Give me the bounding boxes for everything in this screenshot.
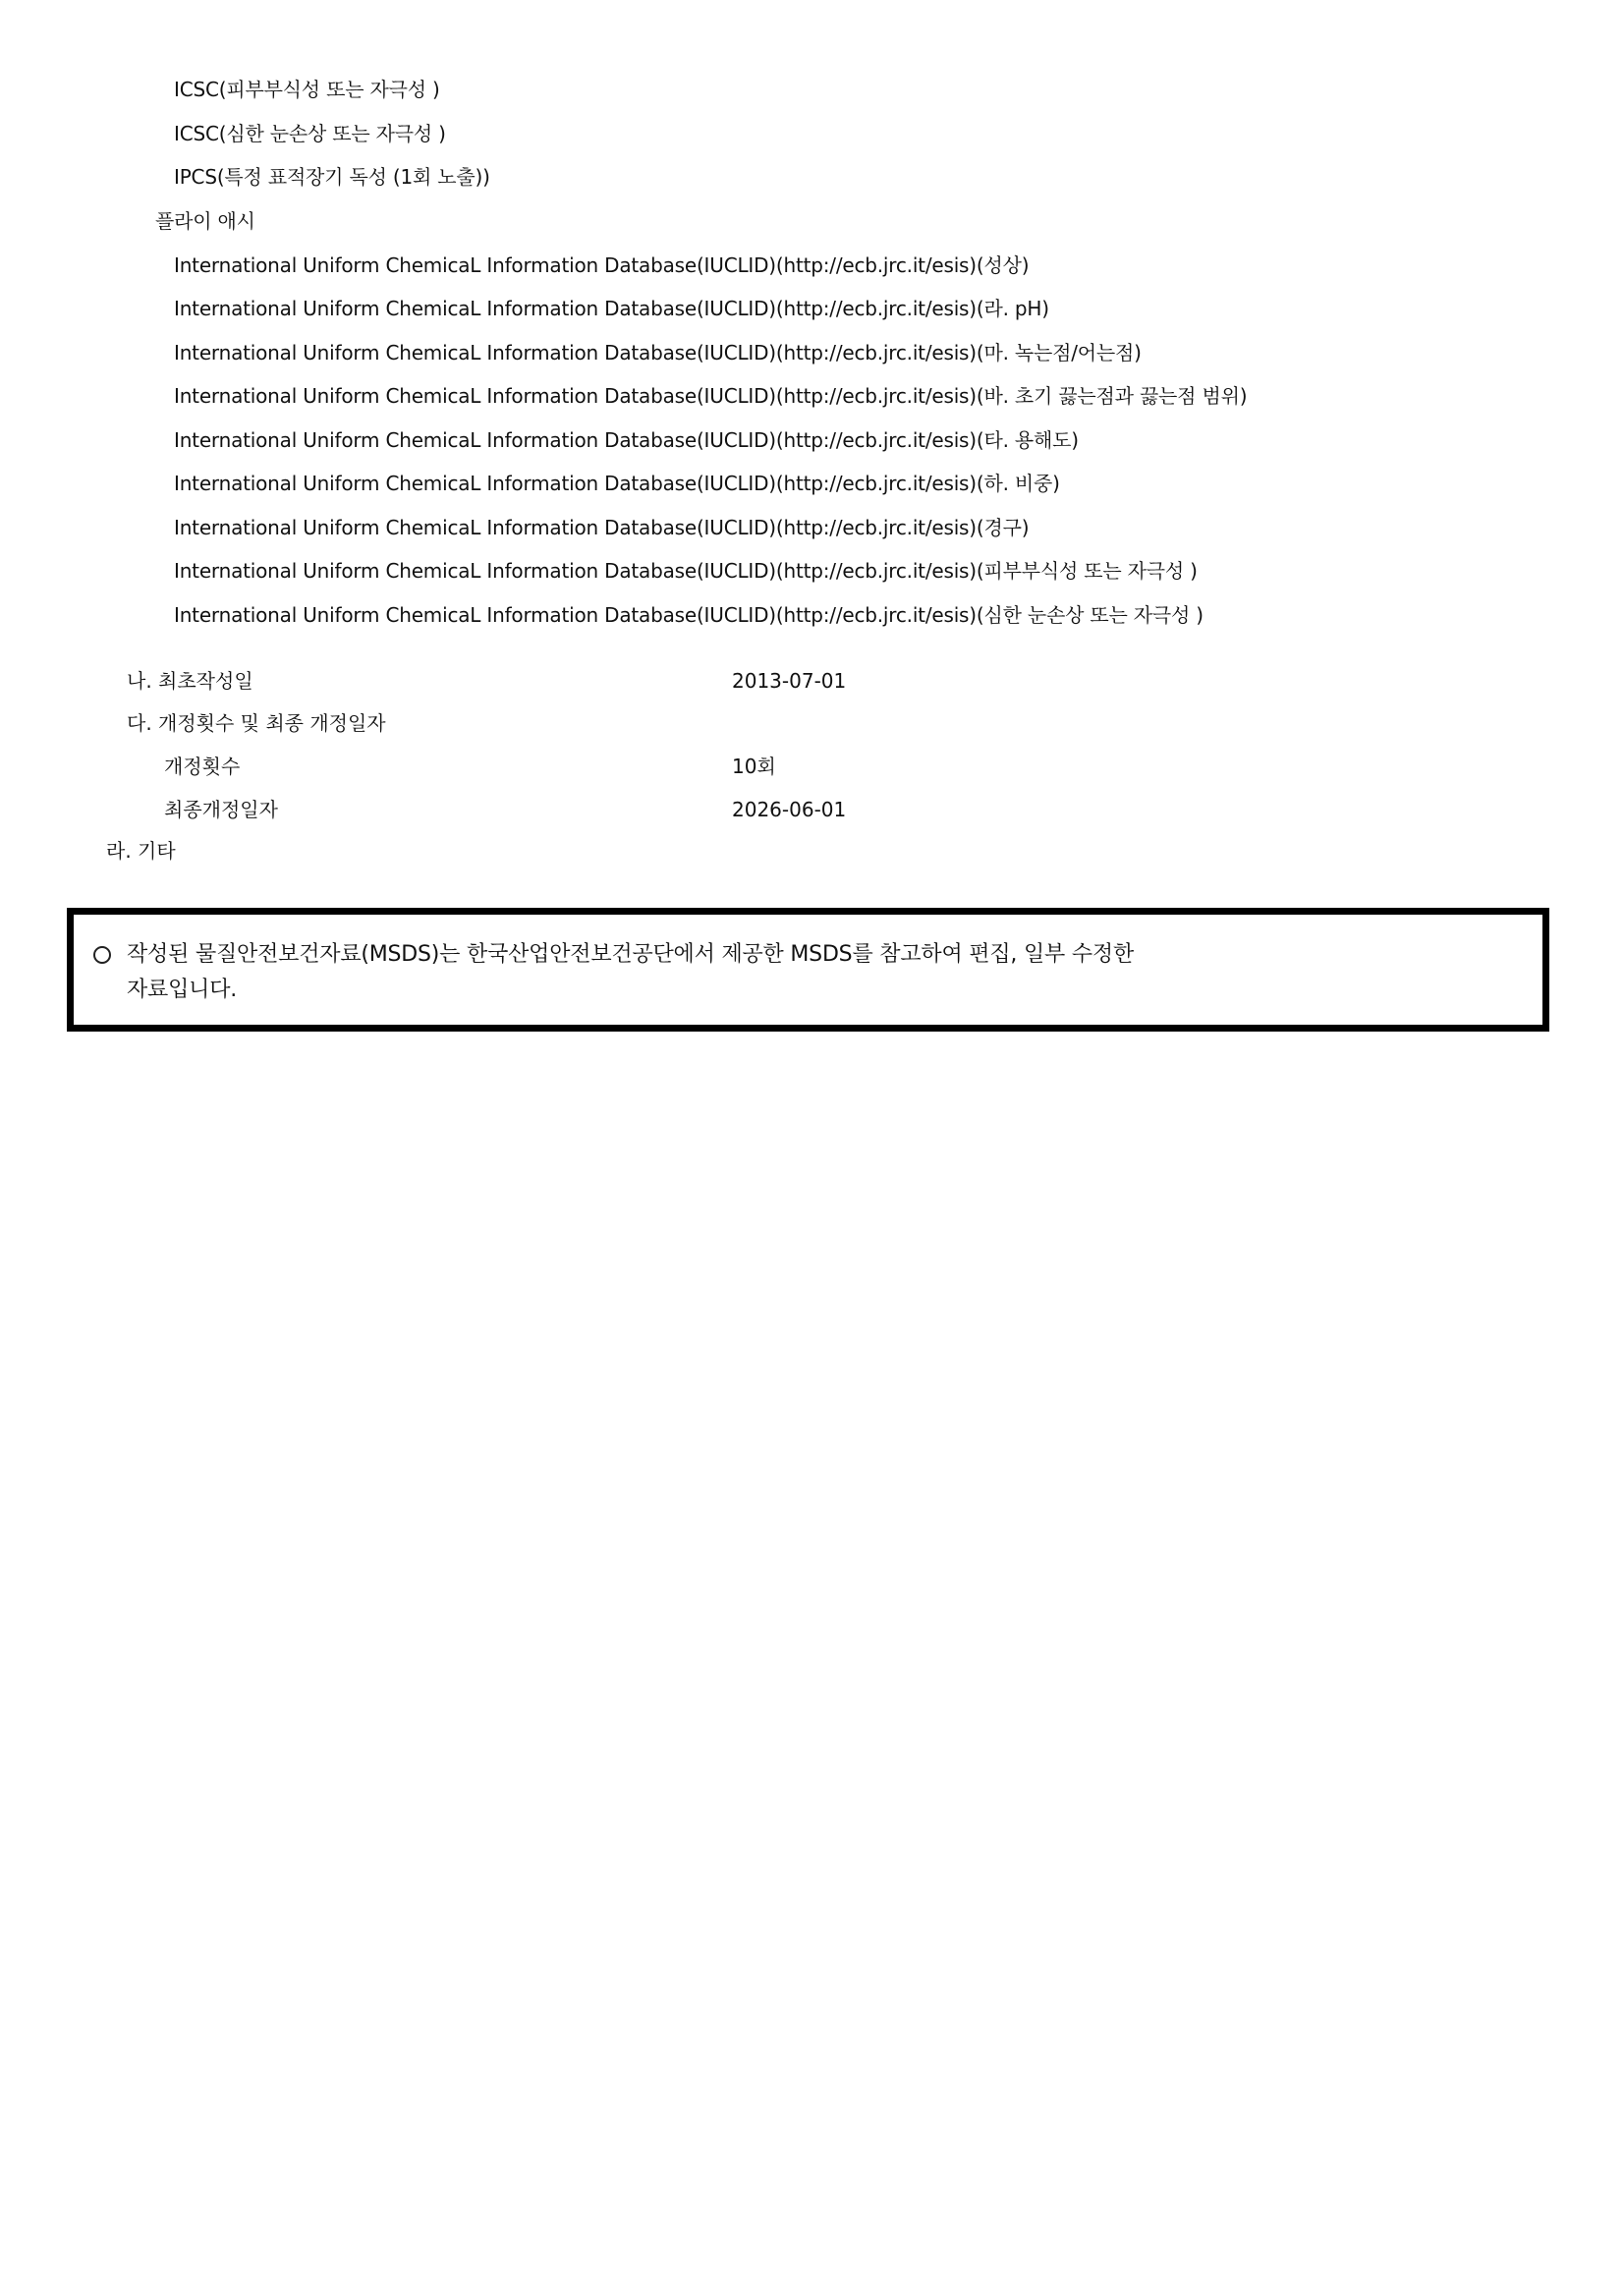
reference-item: IPCS(특정 표적장기 독성 (1회 노출)) [174,165,490,189]
notice-box [67,908,1549,1032]
iuclid-reference-item: International Uniform ChemicaL Information Database(IUCLID)(http://ecb.jrc.it/esis)(피부부식성 또는 자극성 ) [174,559,1198,583]
iuclid-reference-item: International Uniform ChemicaL Information Database(IUCLID)(http://ecb.jrc.it/esis)(라. pH) [174,297,1049,320]
last-revision-label: 최종개정일자 [164,798,278,821]
notice-text-line: 작성된 물질안전보건자료(MSDS)는 한국산업안전보건공단에서 제공한 MSDS를 참고하여 편집, 일부 수정한 [127,942,1135,967]
source-substance-label: 플라이 애시 [155,209,255,233]
circle-bullet-icon [93,946,111,964]
last-revision-value: 2026-06-01 [732,798,847,821]
reference-item: ICSC(심한 눈손상 또는 자극성 ) [174,122,446,145]
first-written-value: 2013-07-01 [732,669,847,693]
iuclid-reference-item: International Uniform ChemicaL Information Database(IUCLID)(http://ecb.jrc.it/esis)(바. 초기 끓는점과 끓는점 범위) [174,384,1248,408]
revision-count-label: 개정횟수 [164,755,241,778]
revision-count-value: 10회 [732,755,776,778]
reference-item: ICSC(피부부식성 또는 자극성 ) [174,78,440,101]
other-label: 라. 기타 [106,839,176,863]
revision-header: 다. 개정횟수 및 최종 개정일자 [127,711,386,735]
iuclid-reference-item: International Uniform ChemicaL Information Database(IUCLID)(http://ecb.jrc.it/esis)(경구) [174,516,1030,539]
notice-text-line: 자료입니다. [127,978,238,1002]
iuclid-reference-item: International Uniform ChemicaL Information Database(IUCLID)(http://ecb.jrc.it/esis)(심한 눈손상 또는 자극성 ) [174,603,1204,627]
first-written-label: 나. 최초작성일 [127,669,253,693]
iuclid-reference-item: International Uniform ChemicaL Information Database(IUCLID)(http://ecb.jrc.it/esis)(타. 용해도) [174,428,1079,452]
iuclid-reference-item: International Uniform ChemicaL Information Database(IUCLID)(http://ecb.jrc.it/esis)(마. 녹는점/어는점) [174,341,1142,364]
iuclid-reference-item: International Uniform ChemicaL Information Database(IUCLID)(http://ecb.jrc.it/esis)(성상) [174,253,1030,277]
iuclid-reference-item: International Uniform ChemicaL Information Database(IUCLID)(http://ecb.jrc.it/esis)(하. 비중) [174,472,1060,495]
